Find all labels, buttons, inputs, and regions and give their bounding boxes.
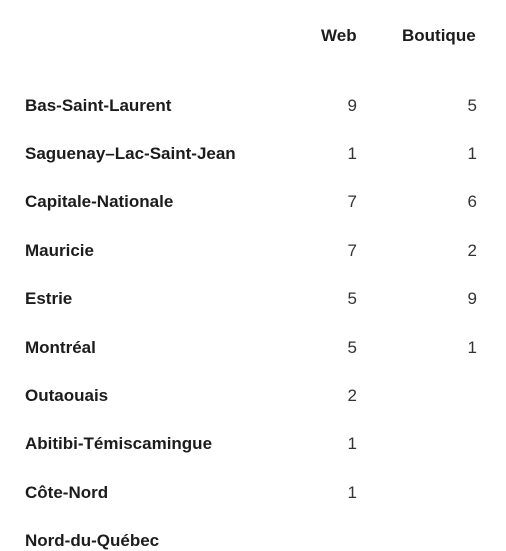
table-row [0,96,506,126]
region-name: Côte-Nord [25,483,109,502]
boutique-count: 1 [467,338,477,357]
web-count: 1 [347,434,357,453]
boutique-count: 1 [467,144,477,163]
web-count: 7 [347,192,357,211]
region-name: Outaouais [25,386,109,405]
web-count: 1 [347,483,357,502]
boutique-count: 5 [467,96,477,115]
web-count: 5 [347,338,357,357]
table-row [0,289,506,319]
table-row [0,338,506,368]
column-header-web: Web [321,26,357,45]
region-name: Nord-du-Québec [25,531,160,550]
web-count: 5 [347,289,357,308]
web-count: 7 [347,241,357,260]
region-name: Estrie [25,289,73,308]
web-count: 2 [347,386,357,405]
boutique-count: 6 [467,192,477,211]
table-row [0,144,506,174]
region-name: Capitale-Nationale [25,192,174,211]
region-name: Abitibi-Témiscamingue [25,434,213,453]
table-row [0,434,506,464]
web-count: 1 [347,144,357,163]
table-row [0,386,506,416]
column-header-boutique: Boutique [402,26,476,45]
region-name: Montréal [25,338,96,357]
table-row [0,241,506,271]
web-count: 9 [347,96,357,115]
table-row [0,531,506,550]
boutique-count: 9 [467,289,477,308]
region-name: Saguenay–Lac-Saint-Jean [25,144,236,163]
table-row [0,192,506,222]
table-row [0,483,506,513]
region-name: Bas-Saint-Laurent [25,96,172,115]
region-name: Mauricie [25,241,94,260]
boutique-count: 2 [467,241,477,260]
